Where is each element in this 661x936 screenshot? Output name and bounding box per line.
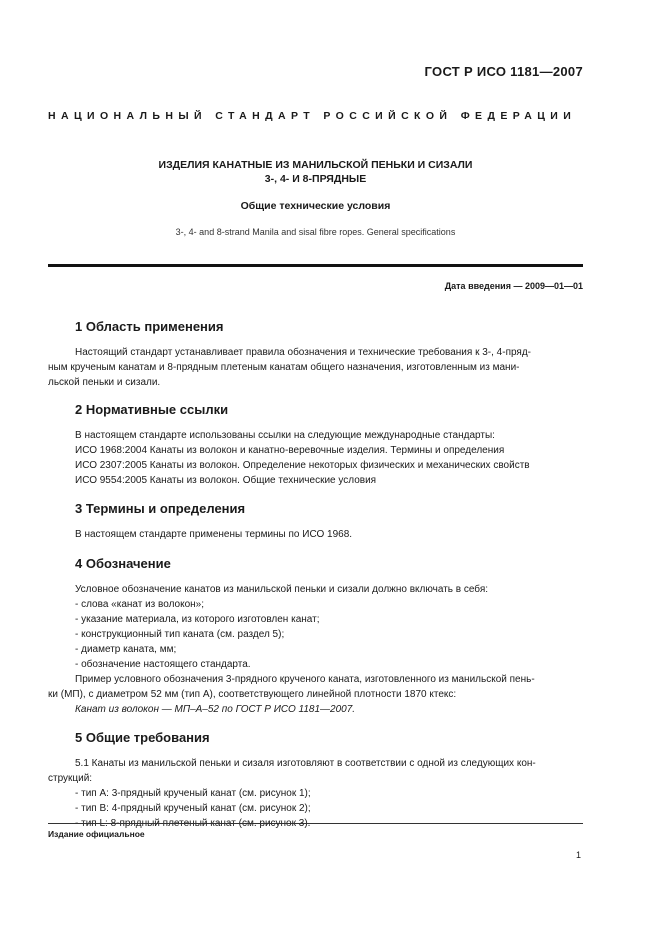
national-standard-banner: НАЦИОНАЛЬНЫЙ СТАНДАРТ РОССИЙСКОЙ ФЕДЕРАЦИИ	[48, 110, 577, 122]
section-heading-5: 5 Общие требования	[75, 730, 210, 745]
section-heading-1: 1 Область применения	[75, 319, 224, 334]
title-line-1: ИЗДЕЛИЯ КАНАТНЫЕ ИЗ МАНИЛЬСКОЙ ПЕНЬКИ И СИЗАЛИ	[158, 159, 473, 171]
list-item: - диаметр каната, мм;	[75, 644, 177, 655]
section-designation	[48, 555, 583, 717]
footer-divider	[48, 823, 583, 824]
introduction-date: Дата введения — 2009—01—01	[444, 281, 583, 291]
document-body	[48, 318, 583, 831]
terms-text: В настоящем стандарте применены термины по ИСО 1968.	[75, 529, 353, 540]
document-subtitle: Общие технические условия	[240, 200, 391, 212]
list-item: - слова «канат из волокон»;	[75, 599, 205, 610]
section-heading-3: 3 Термины и определения	[75, 501, 246, 516]
section-terms	[75, 500, 583, 542]
section-heading-2: 2 Нормативные ссылки	[75, 402, 229, 417]
header-divider	[48, 264, 583, 267]
reference-iso-9554: ИСО 9554:2005 Канаты из волокон. Общие технические условия	[75, 475, 377, 486]
requirements-text-line-1: 5.1 Канаты из манильской пеньки и сизаля изготовляют в соответствии с одной из следующих кон-	[75, 758, 536, 769]
reference-iso-2307: ИСО 2307:2005 Канаты из волокон. Определение некоторых физических и механических свойств	[75, 460, 530, 471]
gost-code: ГОСТ Р ИСО 1181—2007	[424, 64, 583, 79]
scope-text-line-1: Настоящий стандарт устанавливает правила обозначения и технические требования к 3-, 4-пряд-	[75, 347, 532, 358]
section-general-requirements	[48, 729, 583, 831]
references-intro: В настоящем стандарте использованы ссылки на следующие международные стандарты:	[75, 430, 495, 441]
list-item: - тип В: 4-прядный крученый канат (см. рисунок 2);	[75, 803, 311, 814]
requirements-text-line-2: струкций:	[48, 773, 93, 784]
section-scope	[48, 318, 583, 390]
list-item: - конструкционный тип каната (см. раздел 5);	[75, 629, 285, 640]
section-normative-references	[75, 401, 583, 488]
edition-label: Издание официальное	[48, 829, 145, 839]
scope-text-line-2: ным крученым канатам и 8-прядным плетеным канатам общего назначения, изготовленным из мани-	[48, 362, 520, 373]
reference-iso-1968: ИСО 1968:2004 Канаты из волокон и канатно-веревочные изделия. Термины и определения	[75, 445, 505, 456]
designation-example-line-2: ки (МП), с диаметром 52 мм (тип А), соответствующего линейной плотности 1870 ктекс:	[48, 689, 457, 700]
title-block	[48, 158, 583, 237]
list-item: - обозначение настоящего стандарта.	[75, 659, 251, 670]
designation-example-line-1: Пример условного обозначения 3-прядного крученого каната, изготовленного из манильской пень-	[75, 674, 535, 685]
scope-text-line-3: льской пеньки и сизали.	[48, 377, 161, 388]
designation-intro: Условное обозначение канатов из манильской пеньки и сизали должно включать в себя:	[75, 584, 489, 595]
designation-example-formula: Канат из волокон — МП–А–52 по ГОСТ Р ИСО 1181—2007.	[75, 704, 356, 715]
english-title: 3-, 4- and 8-strand Manila and sisal fibre ropes. General specifications	[175, 227, 456, 237]
section-heading-4: 4 Обозначение	[75, 556, 171, 571]
list-item: - тип А: 3-прядный крученый канат (см. рисунок 1);	[75, 788, 311, 799]
page-number: 1	[575, 850, 581, 860]
title-line-2: 3-, 4- И 8-ПРЯДНЫЕ	[264, 173, 367, 185]
list-item: - указание материала, из которого изготовлен канат;	[75, 614, 320, 625]
